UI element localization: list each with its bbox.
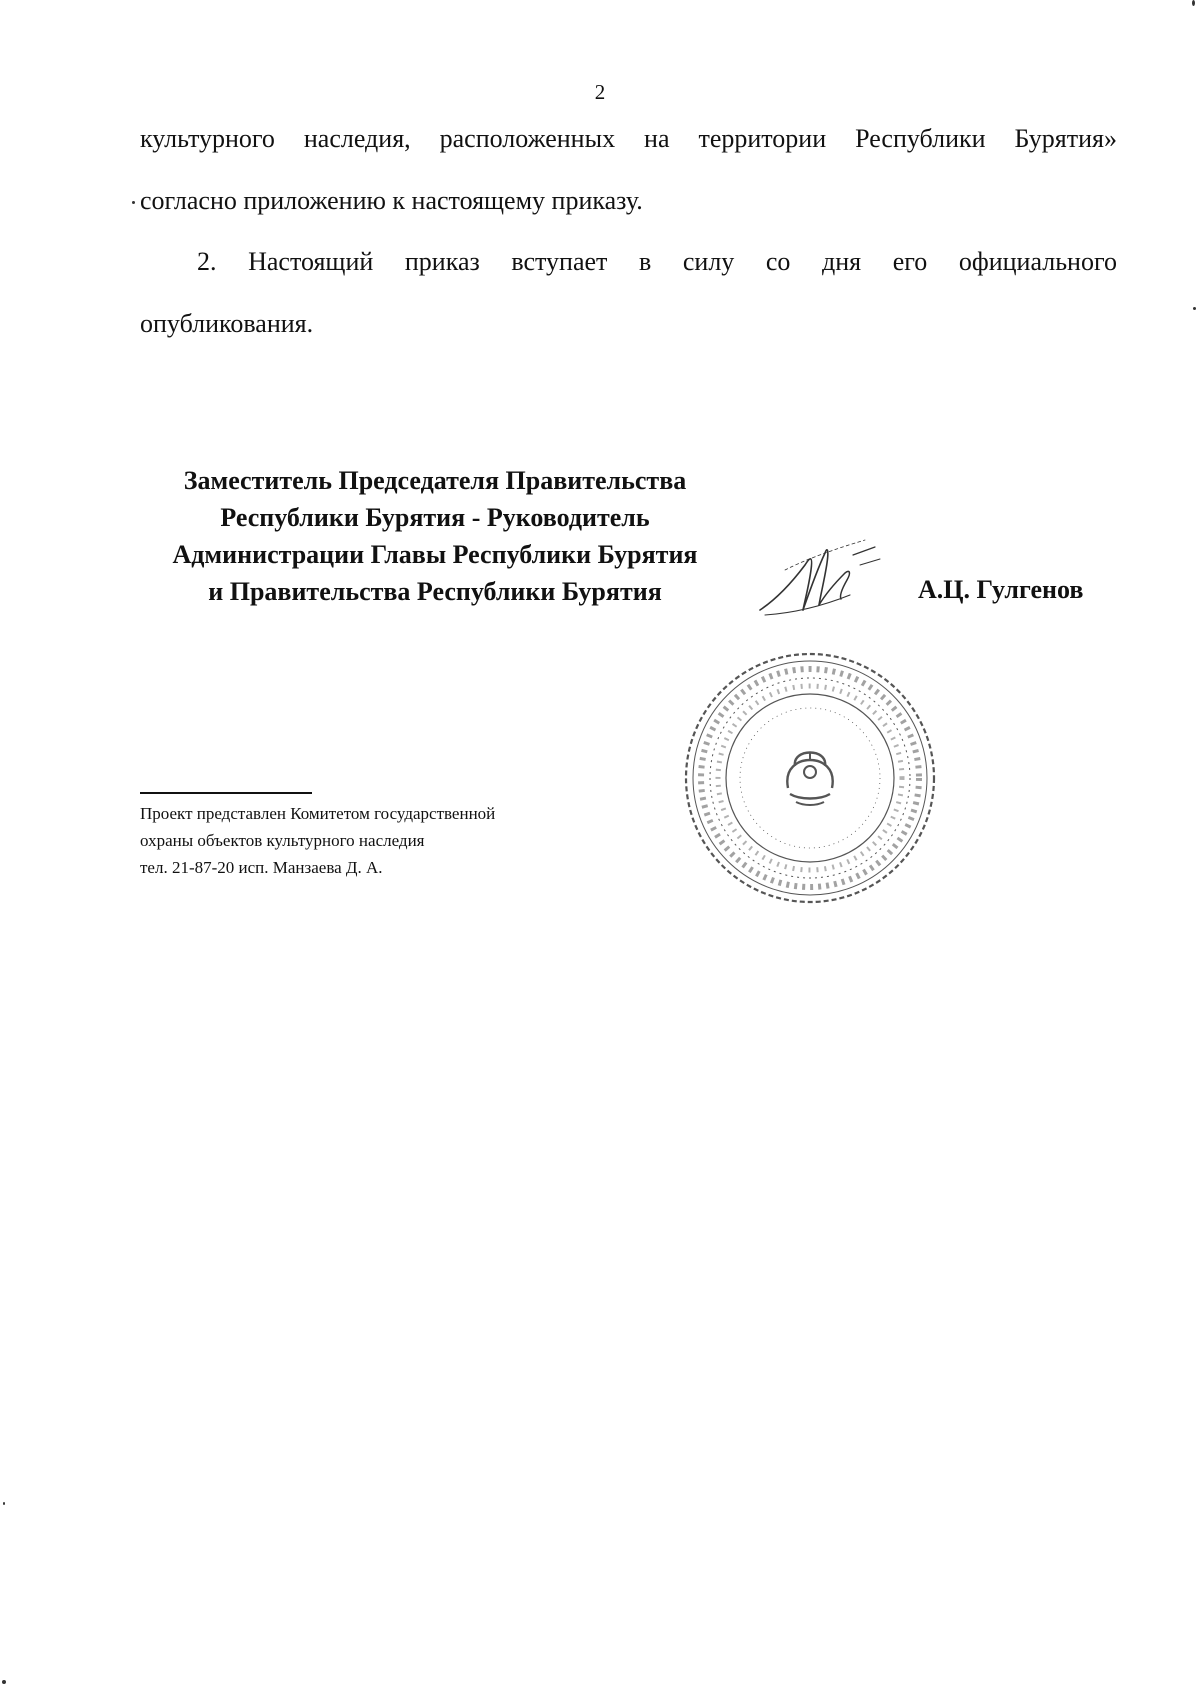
footnote-line-3: тел. 21-87-20 исп. Манзаева Д. А. — [140, 858, 383, 877]
paragraph-1-line-1: культурного наследия, расположенных на территории Республики Бурятия» — [140, 124, 1117, 153]
paragraph-2 — [140, 231, 1117, 355]
footnote-line-1: Проект представлен Комитетом государственной — [140, 804, 496, 823]
signature-icon — [755, 525, 895, 635]
signatory-name: А.Ц. Гулгенов — [918, 575, 1084, 604]
paragraph-2-line-2: опубликования. — [140, 309, 314, 338]
paragraph-2-line-1: 2. Настоящий приказ вступает в силу со дня его официального — [197, 247, 1117, 276]
footnote-separator — [140, 792, 312, 794]
paragraph-1-line-2: согласно приложению к настоящему приказу. — [140, 186, 643, 215]
footnote-line-2: охраны объектов культурного наследия — [140, 831, 425, 850]
scan-speck — [3, 1502, 5, 1505]
scan-speck — [132, 201, 135, 204]
signatory-position-line-4: и Правительства Республики Бурятия — [208, 577, 662, 606]
page-number: 2 — [594, 80, 606, 104]
official-seal-icon — [680, 648, 940, 908]
signatory-position — [135, 462, 735, 610]
signatory-position-line-3: Администрации Главы Республики Бурятия — [172, 540, 698, 569]
scan-speck — [2, 1680, 6, 1684]
footnote — [140, 800, 660, 881]
scan-speck — [1192, 0, 1195, 6]
signatory-position-line-1: Заместитель Председателя Правительства — [183, 466, 687, 495]
paragraph-1 — [140, 108, 1117, 232]
scan-speck — [1193, 307, 1196, 310]
signatory-position-line-2: Республики Бурятия - Руководитель — [220, 503, 650, 532]
